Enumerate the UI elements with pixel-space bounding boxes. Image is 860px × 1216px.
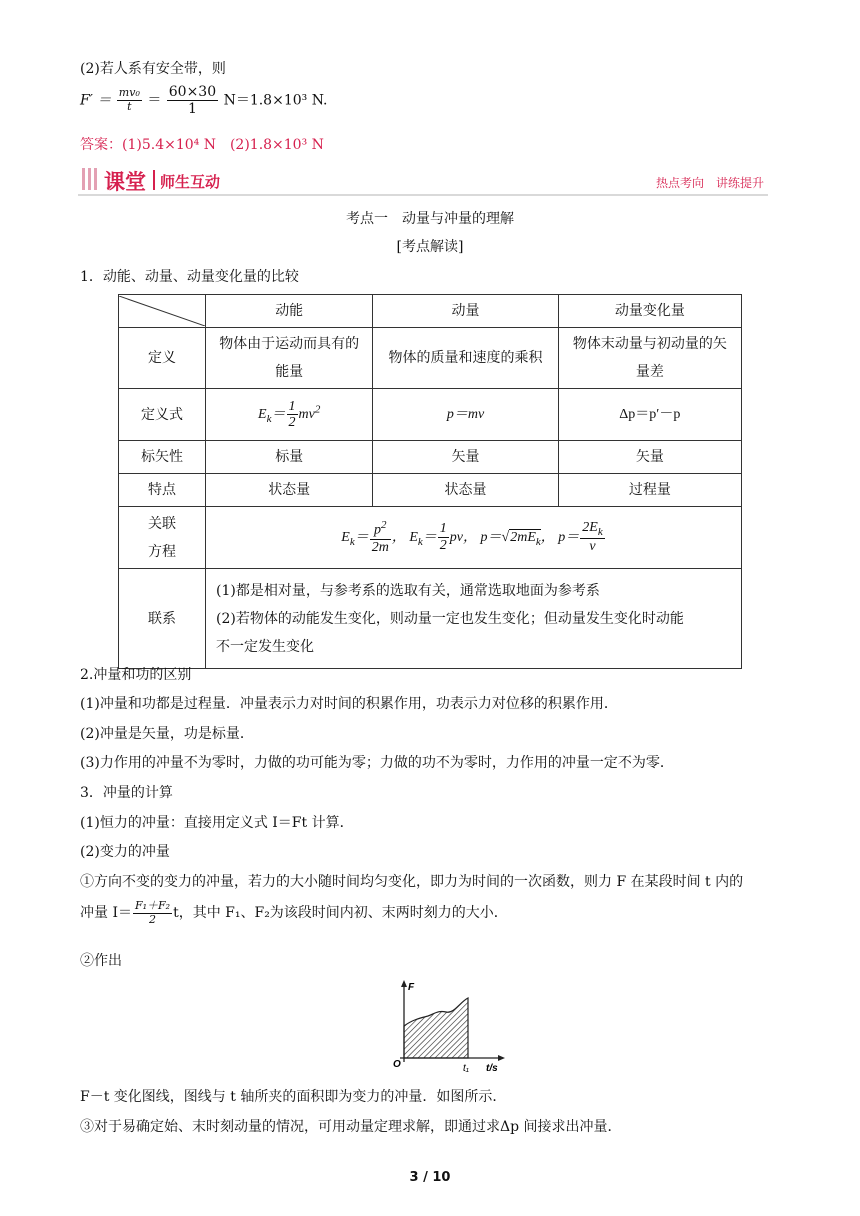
fraction-denominator: 2 (149, 912, 157, 926)
row-label: 标矢性 (119, 441, 206, 474)
table-cell: p＝mv (373, 389, 558, 441)
banner-separator (153, 170, 155, 190)
table-row (119, 569, 742, 669)
impulse-area (404, 998, 468, 1058)
fraction-mv0-t (117, 87, 142, 113)
table-cell (558, 328, 741, 389)
table-cell: 状态量 (206, 474, 373, 507)
table-row (119, 328, 742, 389)
fraction-numerator: 60×30 (168, 84, 217, 100)
table-row (119, 474, 742, 507)
cell-line: 不一定发生变化 (216, 638, 314, 655)
table-row (119, 441, 742, 474)
page-number: 3 / 10 (409, 1170, 451, 1185)
table-cell: 物体的质量和速度的乘积 (373, 328, 558, 389)
formula-line (80, 84, 328, 117)
paragraph: (2)冲量是矢量，功是标量． (80, 726, 254, 742)
banner-stripe (94, 168, 97, 190)
paragraph: ③对于易确定始、末时刻动量的情况，可用动量定理求解，即通过求Δp 间接求出冲量． (80, 1119, 622, 1135)
x-axis-label: t/s (486, 1063, 498, 1074)
cell-line: 方程 (148, 543, 176, 560)
table-cell: Δp＝p′－p (558, 389, 741, 441)
table-header-row (119, 295, 742, 328)
relation-formulas: $E_k=$ $\frac{p^2}{2m}$ ， $E_k=$ $\frac{1}{2}$ pv， $p=√2mE_k$， p＝ $\frac{2E_k}{v}$ (206, 507, 742, 569)
table-cell: 矢量 (373, 441, 558, 474)
paragraph: (1)冲量和功都是过程量．冲量表示力对时间的积累作用，功表示力对位移的积累作用． (80, 696, 618, 712)
banner-stripe (82, 168, 85, 190)
cell-line: 关联 (148, 515, 176, 532)
table-cell (206, 328, 373, 389)
paragraph: ①方向不变的变力的冲量，若力的大小随时间均匀变化，即力为时间的一次函数，则力 F 在某段时间 t 内的 (80, 874, 744, 890)
table-header: 动量变化量 (558, 295, 741, 328)
item-1-heading: 1．动能、动量、动量变化量的比较 (80, 269, 299, 285)
item-2-heading: 2.冲量和功的区别 (80, 667, 192, 683)
banner-stripe (88, 168, 91, 190)
text-run: t，其中 F₁、F₂为该段时间内初、末两时刻力的大小． (173, 905, 508, 922)
t1-label: t₁ (463, 1063, 469, 1074)
cell-line: 量差 (635, 364, 664, 380)
equals-sign: ＝ (147, 92, 162, 109)
table-cell: 状态量 (373, 474, 558, 507)
row-label: 定义 (119, 328, 206, 389)
table-cell: 过程量 (558, 474, 741, 507)
solution-line: (2)若人系有安全带，则 (80, 61, 226, 77)
table-row (119, 507, 742, 569)
comparison-table (118, 294, 742, 669)
table-cell: 矢量 (558, 441, 741, 474)
fraction-denominator: t (127, 100, 132, 114)
text-run: 冲量 I＝ (80, 905, 132, 922)
row-label: 定义式 (119, 389, 206, 441)
fraction-numerator: mv₀ (118, 86, 140, 100)
diagonal-line (119, 296, 205, 326)
paragraph: F－t 变化图线，图线与 t 轴所夹的面积即为变力的冲量．如图所示． (80, 1089, 507, 1105)
paragraph: (2)变力的冲量 (80, 844, 170, 860)
formula-ek: $E_k=$ $\frac{1}{2}$ $mv^2$ (258, 398, 321, 430)
force-time-graph (390, 978, 510, 1074)
cell-line: 物体由于运动而具有的 (219, 336, 360, 352)
y-axis-label: F (408, 982, 415, 993)
cell-line: 物体末动量与初动量的矢 (572, 336, 727, 352)
section-banner (78, 164, 768, 196)
row-label: 联系 (119, 569, 206, 669)
formula-lhs: F′ ＝ (80, 92, 112, 109)
row-label: 特点 (119, 474, 206, 507)
table-cell: 标量 (206, 441, 373, 474)
origin-label: O (393, 1059, 401, 1070)
answer-line: 答案：(1)5.4×10⁴ N (2)1.8×10³ N (80, 137, 324, 153)
fraction-numerator: F₁＋F₂ (134, 899, 171, 912)
paragraph (80, 900, 508, 926)
paragraph: (1)恒力的冲量：直接用定义式 I＝Ft 计算． (80, 815, 354, 831)
item-3-heading: 3．冲量的计算 (80, 785, 173, 801)
fraction-values (167, 84, 218, 117)
row-label (119, 507, 206, 569)
table-cell (206, 389, 373, 441)
banner-right-text: 热点考向 讲练提升 (655, 176, 764, 190)
paragraph: (3)力作用的冲量不为零时，力做的功可能为零；力做的功不为零时，力作用的冲量一定不为零． (80, 755, 674, 771)
cell-line: (1)都是相对量，与参考系的选取有关，通常选取地面为参考系 (216, 582, 600, 599)
section-subtitle: [考点解读] (396, 239, 464, 255)
table-row (119, 389, 742, 441)
table-header: 动能 (206, 295, 373, 328)
section-title: 考点一 动量与冲量的理解 (346, 211, 514, 227)
cell-line: 能量 (275, 364, 304, 380)
formula-result: N＝1.8×10³ N. (223, 92, 328, 109)
x-axis-arrow (498, 1055, 505, 1061)
table-corner-cell (119, 295, 206, 328)
banner-subtitle: 师生互动 (160, 173, 221, 191)
relation-text (206, 569, 742, 669)
table-header: 动量 (373, 295, 558, 328)
banner-title: 课堂 (104, 170, 146, 194)
fraction-denominator: 1 (187, 101, 197, 118)
y-axis-arrow (401, 980, 407, 987)
paragraph: ②作出 (80, 953, 122, 969)
cell-line: (2)若物体的动能发生变化，则动量一定也发生变化；但动量发生变化时动能 (216, 610, 684, 627)
